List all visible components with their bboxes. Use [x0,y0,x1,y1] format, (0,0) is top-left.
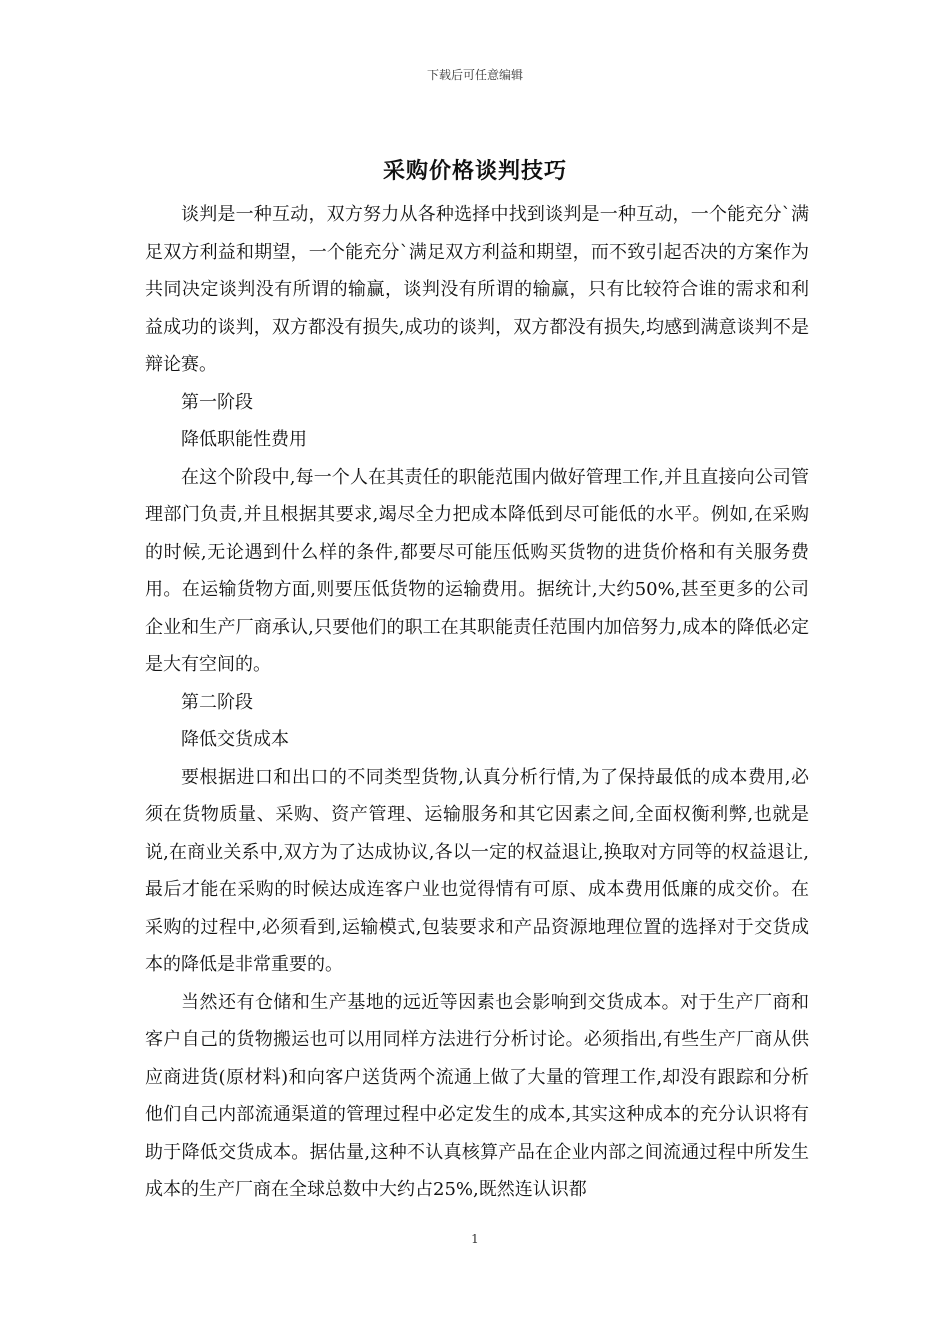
header-note: 下载后可任意编辑 [426,68,523,82]
document-body [145,196,809,1209]
section-heading-stage-2: 第二阶段 [181,691,253,713]
page-number: 1 [471,1232,479,1246]
paragraph-storage-factors: 当然还有仓储和生产基地的远近等因素也会影响到交货成本。对于生产厂商和客户自己的货物搬运也可以用同样方法进行分析讨论。必须指出,有些生产厂商从供应商进货(原材料)和向客户送货两个流通上做了大量的管理工作,却没有跟踪和分析他们自己内部流通渠道的管理过程中必定发生的成本,其实这种成本的充分认识将有助于降低交货成本。据估量,这种不认真核算产品在企业内部之间流通过程中所发生成本的生产厂商在全球总数中大约占25%,既然连认识都 [145,991,809,1200]
paragraph-intro: 谈判是一种互动，双方努力从各种选择中找到谈判是一种互动，一个能充分`满足双方利益和期望，一个能充分`满足双方利益和期望，而不致引起否决的方案作为共同决定谈判没有所谓的输赢，谈判没有所谓的输赢，只有比较符合谁的需求和利益成功的谈判，双方都没有损失,成功的谈判，双方都没有损失,均感到满意谈判不是辩论赛。 [145,204,809,375]
section-heading-stage-1: 第一阶段 [181,391,253,413]
section-subheading-functional-cost: 降低职能性费用 [181,429,307,450]
section-subheading-delivery-cost: 降低交货成本 [181,729,289,750]
document-title: 采购价格谈判技巧 [382,158,567,184]
paragraph-stage-1-body: 在这个阶段中,每一个人在其责任的职能范围内做好管理工作,并且直接向公司管理部门负责,并且根据其要求,竭尽全力把成本降低到尽可能低的水平。例如,在采购的时候,无论遇到什么样的条件,都要尽可能压低购买货物的进货价格和有关服务费用。在运输货物方面,则要压低货物的运输费用。据统计,大约50%,甚至更多的公司企业和生产厂商承认,只要他们的职工在其职能责任范围内加倍努力,成本的降低必定是大有空间的。 [145,466,809,675]
paragraph-stage-2-body: 要根据进口和出口的不同类型货物,认真分析行情,为了保持最低的成本费用,必须在货物质量、采购、资产管理、运输服务和其它因素之间,全面权衡利弊,也就是说,在商业关系中,双方为了达成协议,各以一定的权益退让,换取对方同等的权益退让,最后才能在采购的时候达成连客户业也觉得情有可原、成本费用低廉的成交价。在采购的过程中,必须看到,运输模式,包装要求和产品资源地理位置的选择对于交货成本的降低是非常重要的。 [145,766,809,975]
